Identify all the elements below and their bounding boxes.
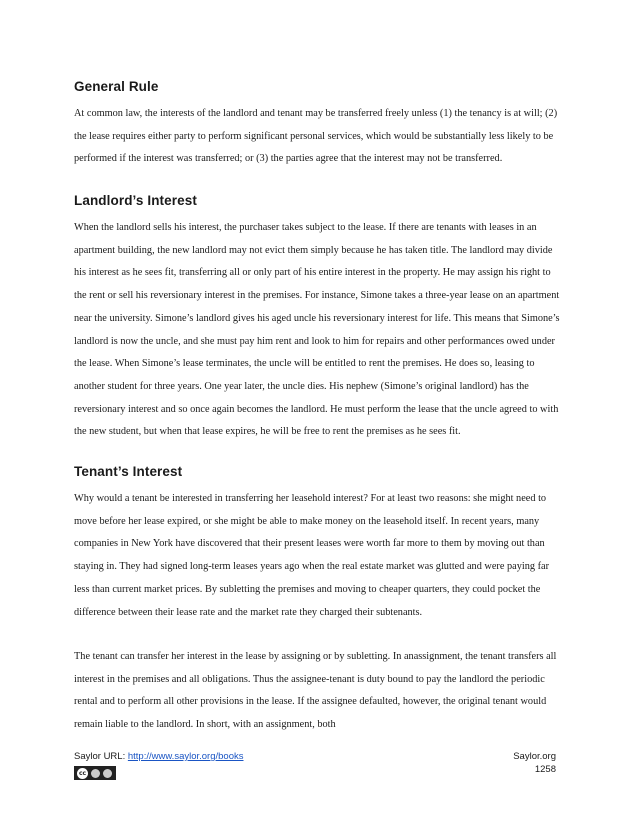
creative-commons-badge-icon: cc: [74, 766, 116, 780]
section-heading-landlords-interest: Landlord’s Interest: [74, 193, 197, 208]
paragraph-tenants-interest-2: The tenant can transfer her interest in the lease by assigning or by subletting. In anassignment, the tenant transfers all interest in the premises and all obligations. Thus the assignee-tenant is duty bound to pay the landlord the periodic rental and to perform all other provisions in the lease. If the assignee defaulted, however, the original tenant would remain liable to the landlord. In short, with an assignment, both: [74, 651, 557, 731]
section-heading-general-rule: General Rule: [74, 79, 159, 94]
footer-publisher-block: [513, 751, 556, 776]
page-number: 1258: [534, 763, 556, 775]
section-heading-tenants-interest: Tenant’s Interest: [74, 464, 183, 479]
footer-source: [74, 751, 244, 762]
footer-url-label: Saylor URL:: [74, 751, 128, 762]
paragraph-landlords-interest: When the landlord sells his interest, the purchaser takes subject to the lease. If there are tenants with leases in an apartment building, the new landlord may not evict them simply because he has taken title. The landlord may divide his interest as he sees fit, transferring all or only part of his entire interest in the property. He may assign his right to the rent or sell his reversionary interest in the premises. For instance, Simone takes a three-year lease on an apartment near the university. Simone’s landlord gives his aged uncle his reversionary interest for life. This means that Simone’s landlord is now the uncle, and she must pay him rent and look to him for repairs and other performances owed under the lease. When Simone’s lease terminates, the uncle will be entitled to rent the premises. He does so, leasing to another student for three years. One year later, the uncle dies. His nephew (Simone’s original landlord) has the reversionary interest and so once again becomes the landlord. He must perform the lease that the uncle agreed to with the new student, but when that lease expires, he will be free to rent the premises as he sees fit.: [74, 222, 560, 438]
footer-url-link[interactable]: http://www.saylor.org/books: [127, 751, 244, 762]
paragraph-general-rule: At common law, the interests of the landlord and tenant may be transferred freely unless (1) the tenancy is at will; (2) the lease requires either party to perform significant personal services, which would be substantially less likely to be performed if the interest was transferred; or (3) the parties agree that the interest may not be transferred.: [74, 108, 558, 165]
paragraph-tenants-interest-1: Why would a tenant be interested in transferring her leasehold interest? For at least two reasons: she might need to move before her lease expired, or she might be able to make money on the leasehold itself. In recent years, many companies in New York have discovered that their present leases were worth far more to them by moving out than staying in. They had signed long-term leases years ago when the real estate market was glutted and were paying far less than current market prices. By subletting the premises and moving to cheaper quarters, they could pocket the difference between their lease rate and the market rate they charged their subtenants.: [74, 493, 550, 618]
footer-publisher: Saylor.org: [513, 751, 556, 762]
